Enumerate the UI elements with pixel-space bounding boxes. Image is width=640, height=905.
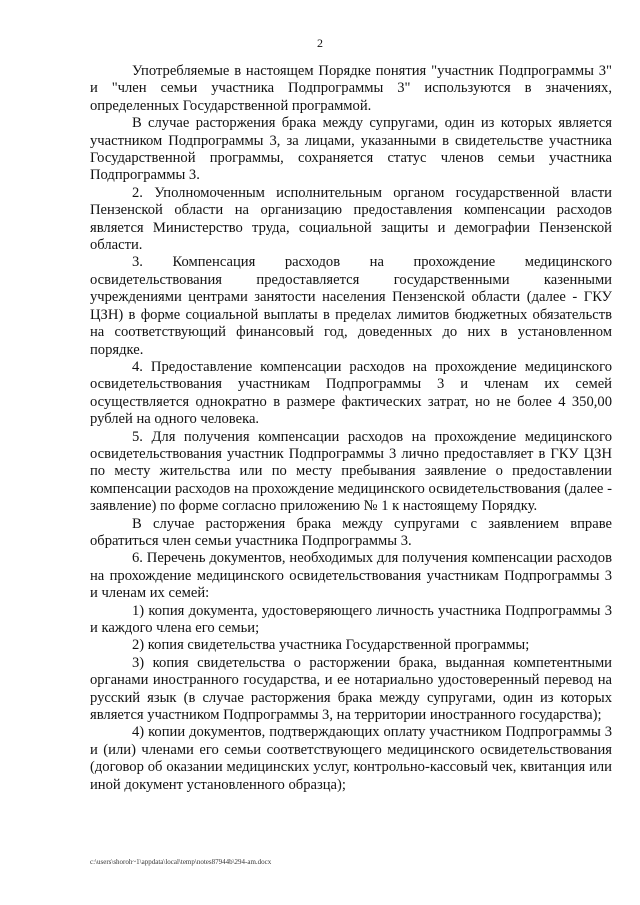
list-item-1: 1) копия документа, удостоверяющего личность участника Подпрограммы 3 и каждого члена его семьи; [90,602,612,636]
list-item-4: 4) копии документов, подтверждающих оплату участником Подпрограммы 3 и (или) членами его семьи соответствующего медицинского освидетельствования (договор об оказании медицинских услуг, контрольно-кассовый чек, квитанция или иной документ установленного образца); [90,724,612,793]
paragraph-6-document-list: 6. Перечень документов, необходимых для получения компенсации расходов на прохождение медицинского освидетельствования участникам Подпрограммы 3 и членам их семей: [90,550,612,602]
paragraph-5-application: 5. Для получения компенсации расходов на прохождение медицинского освидетельствования участник Подпрограммы 3 лично предоставляет в ГКУ ЦЗН по месту жительства или по месту пребывания заявление о предоставлении компенсации расходов на прохождение медицинского освидетельствования (далее - заявление) по форме согласно приложению № 1 к настоящему Порядку. [90,428,612,515]
list-item-3: 3) копия свидетельства о расторжении брака, выданная компетентными органами иностранного государства, и ее нотариально удостоверенный перевод на русский язык (в случае расторжения брака между супругами, один из которых является участником Подпрограммы 3, на территории иностранного государства); [90,654,612,724]
paragraph-divorce-status: В случае расторжения брака между супругами, один из которых является участником Подпрограммы 3, за лицами, указанными в свидетельстве участника Государственной программы, сохраняется статус членов семьи участника Подпрограммы 3. [90,115,612,184]
paragraph-3-compensation: 3. Компенсация расходов на прохождение медицинского освидетельствования предоставляется государственными казенными учреждениями центрами занятости населения Пензенской области (далее - ГКУ ЦЗН) в форме социальной выплаты в пределах лимитов бюджетных обязательств на соответствующий финансовый год, доведенных до них в установленном порядке. [90,254,612,358]
page-number: 2 [317,36,323,50]
paragraph-divorce-application: В случае расторжения брака между супругами с заявлением вправе обратиться член семьи участника Подпрограммы 3. [90,515,612,549]
document-body [90,63,612,794]
list-item-2: 2) копия свидетельства участника Государственной программы; [132,637,530,654]
paragraph-2-authorized-body: 2. Уполномоченным исполнительным органом государственной власти Пензенской области на организацию предоставления компенсации расходов является Министерство труда, социальной защиты и демографии Пензенской области. [90,184,612,254]
footer-file-path: c:\users\shoroh~1\appdata\local\temp\notes87944b\294-am.docx [90,858,272,866]
paragraph-terms: Употребляемые в настоящем Порядке понятия "участник Подпрограммы 3" и "член семьи участника Подпрограммы 3" используются в значениях, определенных Государственной программой. [90,63,612,114]
paragraph-4-amount: 4. Предоставление компенсации расходов на прохождение медицинского освидетельствования участникам Подпрограммы 3 и членам их семей осуществляется однократно в размере фактических затрат, но не более 4 350,00 рублей на одного человека. [90,358,612,428]
